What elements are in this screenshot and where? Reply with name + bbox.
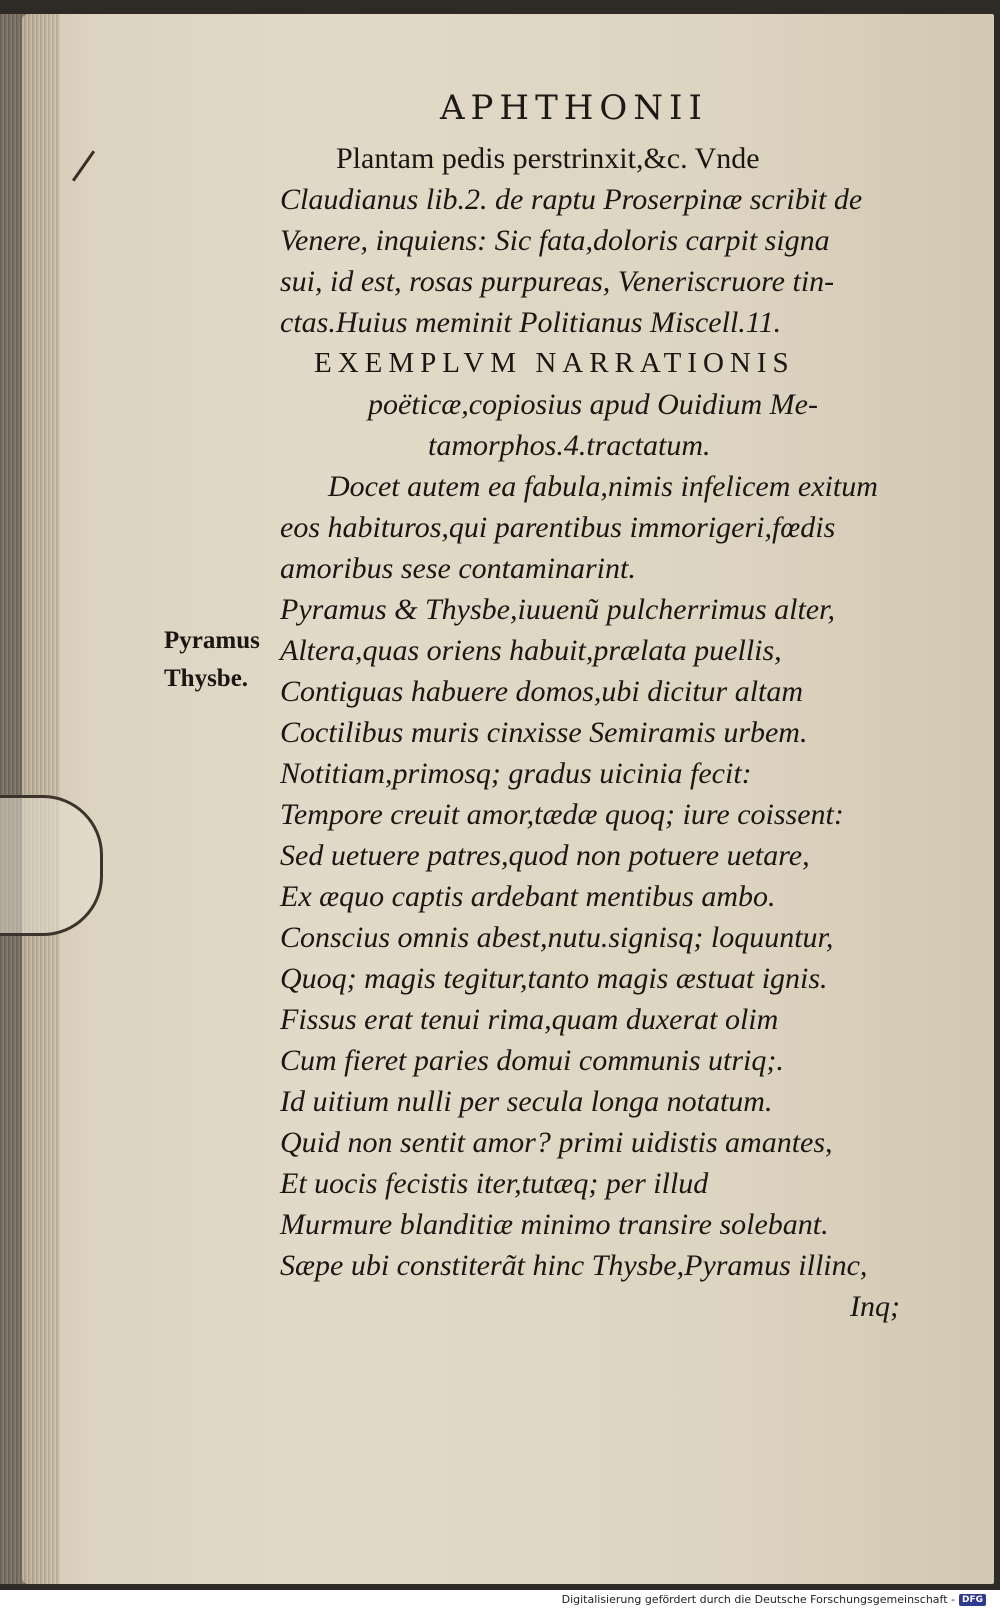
dfg-logo: DFG [959, 1594, 986, 1606]
text-line: Claudianus lib.2. de raptu Proserpinæ scribit de [280, 183, 863, 216]
section-heading: EXEMPLVM NARRATIONIS [314, 347, 795, 379]
verse-line: Murmure blanditiæ minimo transire solebant. [280, 1208, 829, 1241]
verse-line: Fissus erat tenui rima,quam duxerat olim [280, 1003, 779, 1036]
verse-line: Sed uetuere patres,quod non potuere uetare, [280, 839, 810, 872]
margin-notes [164, 622, 260, 698]
verse-line: Et uocis fecistis iter,tutæq; per illud [280, 1167, 709, 1200]
text-line: Venere, inquiens: Sic fata,doloris carpit signa [280, 224, 830, 257]
verse-line: Conscius omnis abest,nutu.signisq; loquuntur, [280, 921, 834, 954]
verse-line: Pyramus & Thysbe,iuuenũ pulcherrimus alter, [280, 593, 835, 626]
running-header: APHTHONII [440, 88, 708, 128]
verse-line: Quid non sentit amor? primi uidistis amantes, [280, 1126, 833, 1159]
verse-line: Notitiam,primosq; gradus uicinia fecit: [280, 757, 752, 790]
verse-line: Contiguas habuere domos,ubi dicitur altam [280, 675, 804, 708]
text-line: Plantam pedis perstrinxit,&c. Vnde [336, 142, 760, 175]
digitization-credit [562, 1593, 986, 1606]
credit-text: Digitalisierung gefördert durch die Deutsche Forschungsgemeinschaft - [561, 1593, 955, 1606]
verse-line: Sæpe ubi constiterãt hinc Thysbe,Pyramus illinc, [280, 1249, 868, 1282]
catchword: Inq; [850, 1290, 900, 1323]
body-text [280, 138, 960, 1327]
text-line: Docet autem ea fabula,nimis infelicem exitum [328, 470, 878, 503]
text-line: sui, id est, rosas purpureas, Veneriscruore tin- [280, 265, 835, 298]
page-clip [0, 795, 103, 936]
verse-line: Altera,quas oriens habuit,prælata puellis, [280, 634, 782, 667]
margin-note-pyramus: Pyramus [164, 627, 260, 654]
text-line: amoribus sese contaminarint. [280, 552, 636, 585]
margin-note-thysbe: Thysbe. [164, 665, 249, 692]
verse-line: Quoq; magis tegitur,tanto magis æstuat ignis. [280, 962, 828, 995]
verse-line: Coctilibus muris cinxisse Semiramis urbem. [280, 716, 808, 749]
verse-line: Id uitium nulli per secula longa notatum. [280, 1085, 773, 1118]
section-subheading: tamorphos.4.tractatum. [428, 429, 711, 462]
verse-line: Ex æquo captis ardebant mentibus ambo. [280, 880, 776, 913]
verse-line: Tempore creuit amor,tædæ quoq; iure coissent: [280, 798, 844, 831]
text-line: eos habituros,qui parentibus immorigeri,fœdis [280, 511, 836, 544]
verse-line: Cum fieret paries domui communis utriq;. [280, 1044, 784, 1077]
text-line: ctas.Huius meminit Politianus Miscell.11. [280, 306, 782, 339]
section-subheading: poëticæ,copiosius apud Ouidium Me- [368, 388, 818, 421]
